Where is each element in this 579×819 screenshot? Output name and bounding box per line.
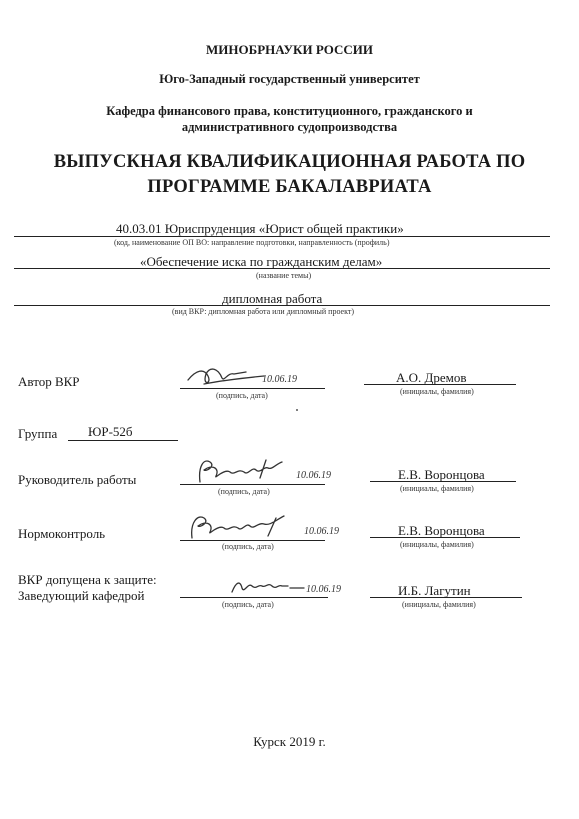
- program-value: 40.03.01 Юриспруденция «Юрист общей практики»: [116, 221, 404, 236]
- author-sign-date: 10.06.19: [262, 374, 297, 385]
- author-label: Автор ВКР: [18, 374, 80, 389]
- supervisor-sign-caption: (подпись, дата): [218, 487, 270, 496]
- work-type-value: дипломная работа: [222, 291, 323, 306]
- group-underline: [68, 440, 178, 441]
- head-label-line-2: Заведующий кафедрой: [18, 588, 145, 603]
- head-label-line-1: ВКР допущена к защите:: [18, 572, 157, 587]
- program-caption: (код, наименование ОП ВО: направление подготовки, направленность (профиль): [114, 238, 390, 247]
- university-name: Юго-Западный государственный университет: [159, 72, 420, 86]
- department-line-1: Кафедра финансового права, конституционного, гражданского и: [106, 104, 473, 118]
- supervisor-signature: [190, 454, 298, 488]
- author-signature: [184, 362, 274, 390]
- city-year: Курск 2019 г.: [253, 734, 326, 749]
- normcontrol-sign-date: 10.06.19: [304, 526, 339, 537]
- supervisor-name-caption: (инициалы, фамилия): [400, 484, 474, 493]
- normcontrol-name: Е.В. Воронцова: [398, 523, 485, 538]
- department-line-2: административного судопроизводства: [181, 120, 398, 134]
- head-name: И.Б. Лагутин: [398, 583, 471, 598]
- normcontrol-label: Нормоконтроль: [18, 526, 106, 541]
- author-sign-caption: (подпись, дата): [216, 391, 268, 400]
- author-name-caption: (инициалы, фамилия): [400, 387, 474, 396]
- scan-speck: [296, 409, 298, 411]
- head-sign-date: 10.06.19: [306, 584, 341, 595]
- head-signature: [228, 574, 318, 598]
- author-name: А.О. Дремов: [396, 370, 467, 385]
- supervisor-sign-date: 10.06.19: [296, 470, 331, 481]
- supervisor-label: Руководитель работы: [18, 472, 137, 487]
- group-value: ЮР-52б: [88, 424, 133, 439]
- work-type-caption: (вид ВКР: дипломная работа или дипломный проект): [172, 307, 355, 316]
- normcontrol-name-caption: (инициалы, фамилия): [400, 540, 474, 549]
- supervisor-name: Е.В. Воронцова: [398, 467, 485, 482]
- group-label: Группа: [18, 426, 58, 441]
- topic-value: «Обеспечение иска по гражданским делам»: [140, 254, 383, 269]
- normcontrol-sign-caption: (подпись, дата): [222, 542, 274, 551]
- topic-caption: (название темы): [256, 271, 312, 280]
- head-sign-caption: (подпись, дата): [222, 600, 274, 609]
- head-name-caption: (инициалы, фамилия): [402, 600, 476, 609]
- normcontrol-signature: [184, 510, 304, 544]
- ministry-title: МИНОБРНАУКИ РОССИИ: [206, 42, 373, 57]
- document-title-line-2: ПРОГРАММЕ БАКАЛАВРИАТА: [147, 177, 432, 197]
- document-title-line-1: ВЫПУСКНАЯ КВАЛИФИКАЦИОННАЯ РАБОТА ПО: [53, 152, 526, 172]
